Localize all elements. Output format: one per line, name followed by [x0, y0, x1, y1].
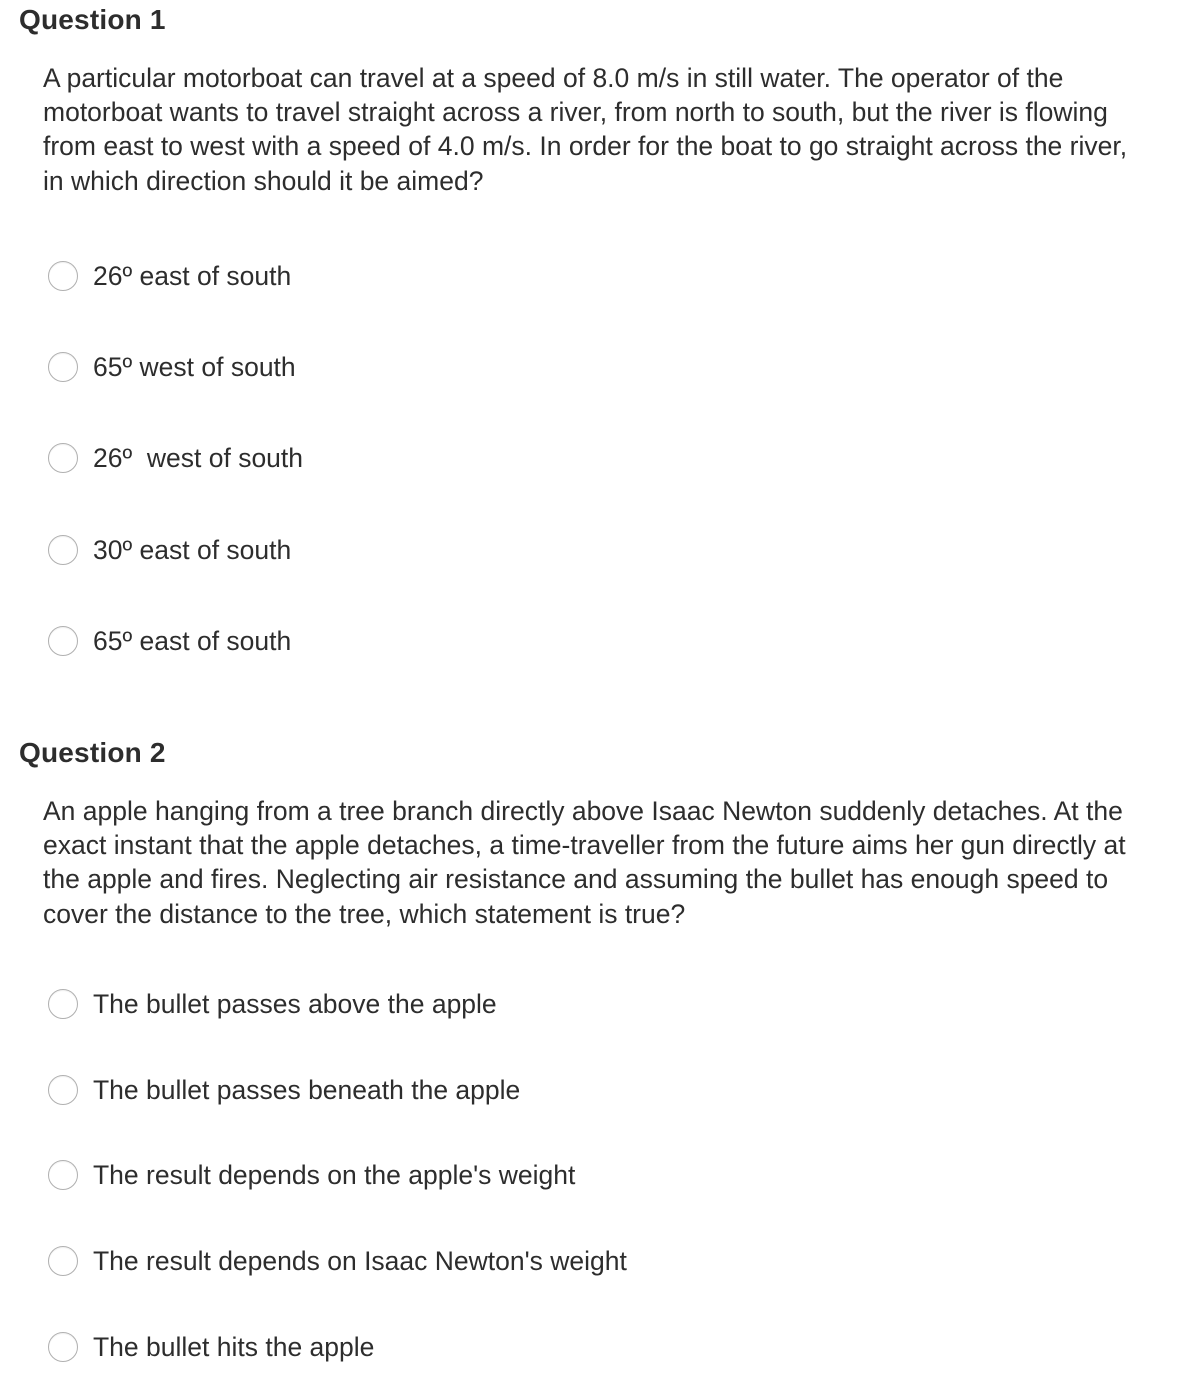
answer-option[interactable] — [48, 1073, 520, 1107]
answer-label: 30º east of south — [93, 534, 292, 565]
answer-label: 65º west of south — [93, 351, 296, 382]
radio-button[interactable] — [48, 352, 78, 382]
answer-option[interactable] — [48, 259, 291, 293]
answer-label: 26º east of south — [93, 260, 292, 291]
radio-button[interactable] — [48, 1160, 78, 1190]
answer-option[interactable] — [48, 624, 291, 658]
radio-button[interactable] — [48, 261, 78, 291]
answer-label: The bullet passes beneath the apple — [93, 1074, 521, 1105]
question-title: Question 1 — [19, 4, 166, 35]
answer-option[interactable] — [48, 987, 497, 1021]
question-title: Question 2 — [19, 737, 166, 768]
answer-label: The result depends on Isaac Newton's weight — [93, 1245, 627, 1276]
answer-option[interactable] — [48, 533, 291, 567]
answer-option[interactable] — [48, 441, 303, 475]
answer-label: 65º east of south — [93, 625, 292, 656]
radio-button[interactable] — [48, 1075, 78, 1105]
radio-button[interactable] — [48, 989, 78, 1019]
question-text: A particular motorboat can travel at a speed of 8.0 m/s in still water. The operator of the motorboat wants to travel straight across a river, from north to south, but the river is flowing from east to west with a speed of 4.0 m/s. In order for the boat to go straight across the river, in which direction should it be aimed? — [43, 63, 1128, 196]
answer-label: The bullet hits the apple — [93, 1331, 375, 1362]
question-text: An apple hanging from a tree branch directly above Isaac Newton suddenly detaches. At the exact instant that the apple detaches, a time-traveller from the future aims her gun directly at the apple and fires. Neglecting air resistance and assuming the bullet has enough speed to cover the distance to the tree, which statement is true? — [43, 796, 1126, 929]
radio-button[interactable] — [48, 1246, 78, 1276]
answer-option[interactable] — [48, 1158, 575, 1192]
answer-option[interactable] — [48, 1330, 374, 1364]
answer-label: The result depends on the apple's weight — [93, 1159, 576, 1190]
answer-label: The bullet passes above the apple — [93, 988, 497, 1019]
radio-button[interactable] — [48, 443, 78, 473]
radio-button[interactable] — [48, 535, 78, 565]
radio-button[interactable] — [48, 626, 78, 656]
radio-button[interactable] — [48, 1332, 78, 1362]
answer-label: 26º west of south — [93, 442, 304, 473]
answer-option[interactable] — [48, 350, 296, 384]
answer-option[interactable] — [48, 1244, 627, 1278]
